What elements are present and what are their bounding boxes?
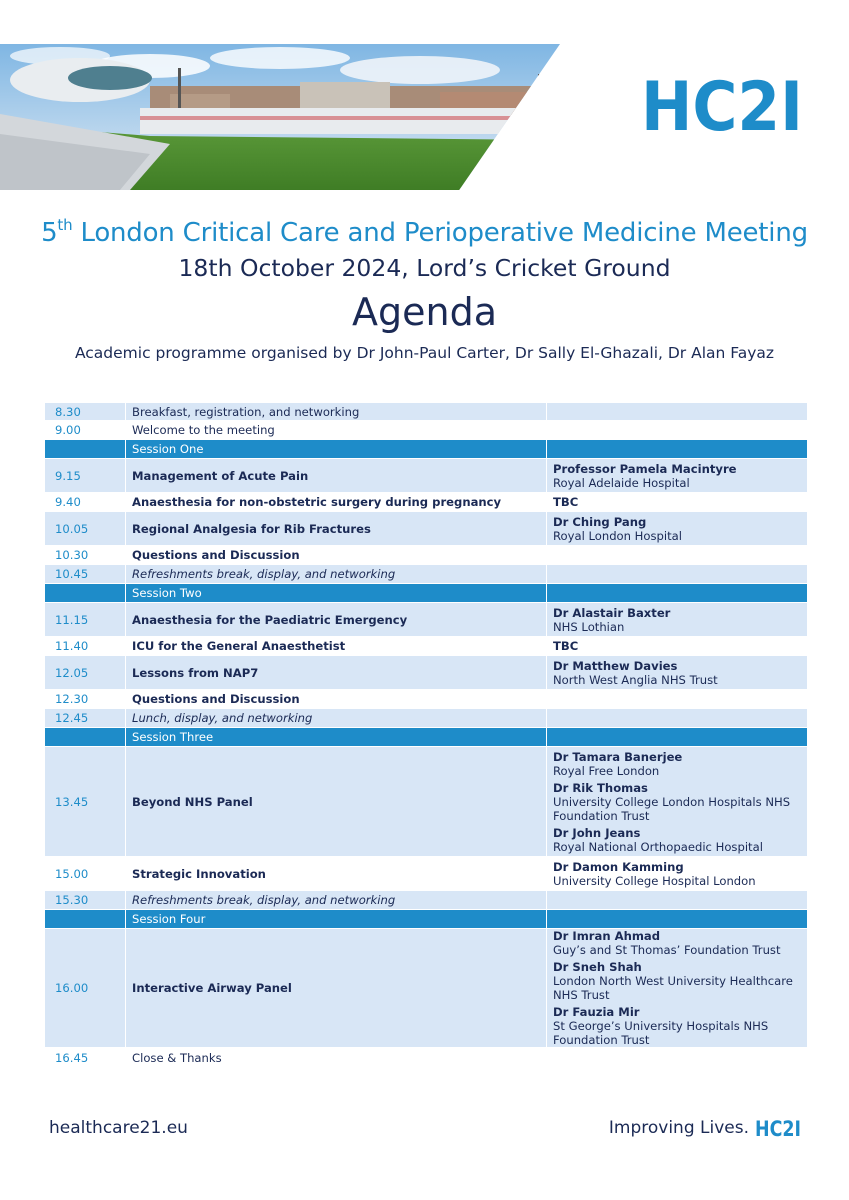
agenda-row [45, 709, 808, 728]
organisers-line: Academic programme organised by Dr John-Paul Carter, Dr Sally El-Ghazali, Dr Alan Fayaz [74, 344, 775, 362]
agenda-speakers [547, 857, 808, 891]
agenda-time: 16.00 [45, 929, 126, 1048]
speaker-affiliation: NHS Lothian [553, 619, 625, 634]
svg-text:HC2I: HC2I [641, 68, 803, 147]
agenda-row [45, 747, 808, 857]
agenda-speakers [547, 493, 808, 512]
agenda-speakers [547, 512, 808, 546]
agenda-time: 13.45 [45, 747, 126, 857]
agenda-row [45, 493, 808, 512]
agenda-time: 8.30 [45, 403, 126, 421]
agenda-time: 9.40 [45, 493, 126, 512]
agenda-speakers [547, 929, 808, 1048]
agenda-row [45, 603, 808, 637]
agenda-time: 10.05 [45, 512, 126, 546]
speaker-name: Dr Matthew Davies [553, 658, 678, 673]
speaker-name: Dr Fauzia Mir [553, 1005, 640, 1019]
agenda-table [44, 402, 808, 1069]
speaker-affiliation: Royal London Hospital [553, 528, 682, 543]
meeting-date-venue: 18th October 2024, Lord’s Cricket Ground [178, 254, 671, 282]
speaker-name: Dr Alastair Baxter [553, 605, 671, 620]
page-title: Agenda [352, 290, 497, 334]
agenda-title: Anaesthesia for the Paediatric Emergency [126, 603, 547, 637]
agenda-row [45, 421, 808, 440]
session-header [45, 440, 808, 459]
hc21-logo [641, 68, 803, 147]
speaker-affiliation: St George’s University Hospitals NHS Foundation Trust [553, 1019, 769, 1047]
hc21-mini-logo [755, 1117, 801, 1141]
session-label: Session Four [126, 910, 547, 929]
session-header [45, 728, 808, 747]
agenda-time: 12.45 [45, 709, 126, 728]
agenda-title: Lessons from NAP7 [126, 656, 547, 690]
speaker-affiliation: North West Anglia NHS Trust [553, 672, 718, 687]
session-label: Session One [126, 440, 547, 459]
footer-tagline [608, 1117, 801, 1141]
agenda-title: Interactive Airway Panel [126, 929, 547, 1048]
agenda-time: 11.40 [45, 637, 126, 656]
agenda-speakers [547, 656, 808, 690]
agenda-speakers [547, 747, 808, 857]
agenda-time: 10.45 [45, 565, 126, 584]
agenda-speakers [547, 709, 808, 728]
agenda-title: Beyond NHS Panel [126, 747, 547, 857]
agenda-title: Close & Thanks [126, 1048, 547, 1069]
agenda-row [45, 512, 808, 546]
speaker-affiliation: London North West University Healthcare NHS Trust [553, 974, 793, 1002]
agenda-speakers [547, 690, 808, 709]
agenda-row [45, 857, 808, 891]
agenda-time: 16.45 [45, 1048, 126, 1069]
agenda-speakers [547, 565, 808, 584]
speaker-name: Dr Ching Pang [553, 514, 647, 529]
speaker-affiliation: University College Hospital London [553, 873, 756, 888]
agenda-title: Refreshments break, display, and networking [126, 891, 547, 910]
agenda-title: Breakfast, registration, and networking [126, 403, 547, 421]
agenda-time: 15.00 [45, 857, 126, 891]
agenda-time: 11.15 [45, 603, 126, 637]
agenda-time: 10.30 [45, 546, 126, 565]
speaker-name: Dr Tamara Banerjee [553, 749, 683, 764]
speaker-name: Professor Pamela Macintyre [553, 461, 737, 476]
session-label: Session Two [126, 584, 547, 603]
agenda-title: ICU for the General Anaesthetist [126, 637, 547, 656]
tagline-text: Improving Lives. [608, 1118, 749, 1138]
agenda-time: 12.30 [45, 690, 126, 709]
agenda-row [45, 459, 808, 493]
agenda-title: Refreshments break, display, and networking [126, 565, 547, 584]
agenda-time: 15.30 [45, 891, 126, 910]
svg-text:HC2I: HC2I [755, 1117, 801, 1141]
speaker-affiliation: Royal Free London [553, 763, 660, 778]
speaker-name: Dr John Jeans [553, 825, 641, 840]
agenda-title: Welcome to the meeting [126, 421, 547, 440]
agenda-speakers [547, 459, 808, 493]
agenda-time: 9.15 [45, 459, 126, 493]
speaker-name: Dr Sneh Shah [553, 960, 642, 974]
agenda-time: 12.05 [45, 656, 126, 690]
agenda-speakers [547, 421, 808, 440]
speaker-name: Dr Damon Kamming [553, 859, 684, 874]
agenda-row [45, 546, 808, 565]
agenda-title: Anaesthesia for non-obstetric surgery during pregnancy [126, 493, 547, 512]
agenda-speakers [547, 637, 808, 656]
speaker-affiliation: Guy’s and St Thomas’ Foundation Trust [553, 943, 781, 957]
agenda-row [45, 637, 808, 656]
agenda-title: Questions and Discussion [126, 546, 547, 565]
agenda-title: Lunch, display, and networking [126, 709, 547, 728]
agenda-speakers [547, 603, 808, 637]
website-url[interactable]: healthcare21.eu [49, 1118, 188, 1138]
agenda-title: Regional Analgesia for Rib Fractures [126, 512, 547, 546]
agenda-row [45, 565, 808, 584]
agenda-row [45, 929, 808, 1048]
agenda-speakers [547, 546, 808, 565]
speaker-affiliation: Royal National Orthopaedic Hospital [553, 839, 763, 854]
speaker-affiliation: Royal Adelaide Hospital [553, 475, 690, 490]
agenda-title: Questions and Discussion [126, 690, 547, 709]
agenda-row [45, 403, 808, 421]
meeting-title: 5th London Critical Care and Perioperative Medicine Meeting [41, 216, 808, 248]
stadium-banner-image [0, 44, 560, 190]
agenda-speakers [547, 891, 808, 910]
agenda-row [45, 891, 808, 910]
speaker-name: TBC [553, 495, 579, 509]
agenda-row [45, 690, 808, 709]
speaker-affiliation: University College London Hospitals NHS Foundation Trust [553, 794, 791, 823]
agenda-row [45, 1048, 808, 1069]
agenda-row [45, 656, 808, 690]
agenda-title: Management of Acute Pain [126, 459, 547, 493]
agenda-title: Strategic Innovation [126, 857, 547, 891]
session-header [45, 584, 808, 603]
speaker-name: Dr Imran Ahmad [553, 929, 661, 943]
speaker-name: TBC [553, 639, 579, 653]
session-header [45, 910, 808, 929]
session-label: Session Three [126, 728, 547, 747]
agenda-time: 9.00 [45, 421, 126, 440]
agenda-speakers [547, 1048, 808, 1069]
speaker-name: Dr Rik Thomas [553, 780, 648, 795]
agenda-speakers [547, 403, 808, 421]
